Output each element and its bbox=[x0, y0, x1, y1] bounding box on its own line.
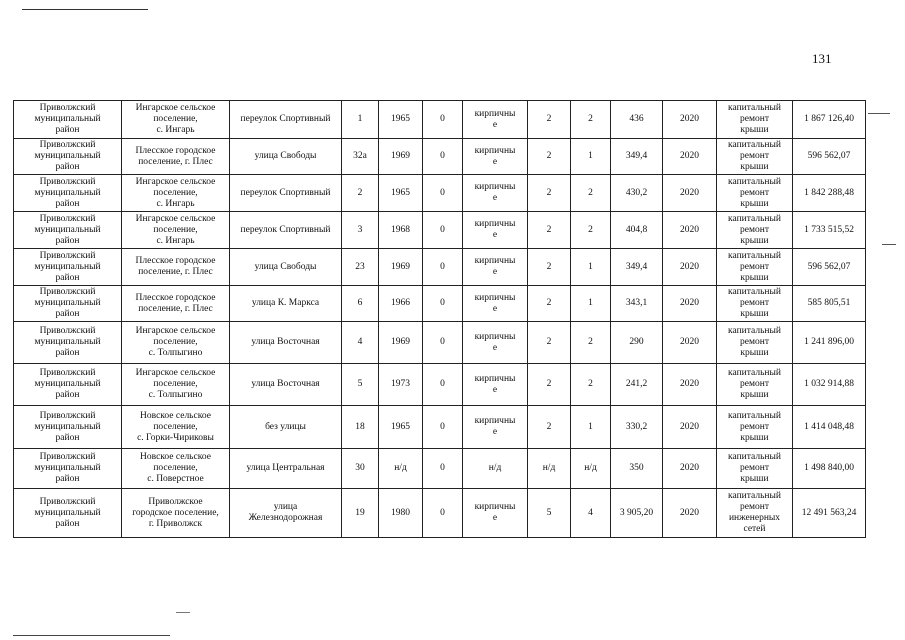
floors-cell: 2 bbox=[528, 175, 571, 212]
wall-material-line: е bbox=[492, 230, 498, 240]
entrances-cell: 1 bbox=[571, 286, 611, 322]
district-line: Приволжский bbox=[39, 452, 96, 462]
house-number-cell: 18 bbox=[342, 406, 379, 449]
work-type-line: сетей bbox=[743, 524, 766, 534]
work-type-line: капитальный bbox=[728, 103, 781, 113]
top-rule bbox=[22, 9, 148, 10]
wall-material-line: е bbox=[492, 427, 498, 437]
settlement-line: Приволжское bbox=[148, 496, 203, 507]
district-line: муниципальный bbox=[34, 187, 101, 198]
area-cell: 436 bbox=[611, 101, 663, 139]
wall-material-line: кирпичны bbox=[474, 219, 516, 229]
house-number-cell: 5 bbox=[342, 364, 379, 406]
work-type-line: капитальный bbox=[728, 176, 781, 187]
work-type-cell bbox=[717, 364, 793, 406]
settlement-line: с. Ингарь bbox=[156, 198, 195, 209]
district-cell bbox=[14, 449, 122, 489]
settlement-cell bbox=[122, 212, 230, 249]
year-built-cell: 1973 bbox=[379, 364, 423, 406]
district-line: район bbox=[55, 390, 80, 400]
district-cell bbox=[14, 175, 122, 212]
settlement-line: поселение, г. Плес bbox=[138, 267, 213, 277]
floors-cell: 2 bbox=[528, 406, 571, 449]
work-type-line: крыши bbox=[740, 162, 769, 172]
wall-material-cell bbox=[463, 286, 528, 322]
plan-year-cell: 2020 bbox=[663, 364, 717, 406]
work-type-line: крыши bbox=[740, 390, 769, 400]
street-cell bbox=[230, 406, 342, 449]
street-line: улица Восточная bbox=[251, 337, 320, 347]
street-cell bbox=[230, 489, 342, 538]
entrances-cell: 2 bbox=[571, 364, 611, 406]
house-number-cell: 30 bbox=[342, 449, 379, 489]
settlement-line: Ингарское сельское bbox=[135, 103, 216, 113]
margin-mark bbox=[882, 244, 896, 245]
settlement-line: Ингарское сельское bbox=[135, 176, 216, 187]
area-cell: 241,2 bbox=[611, 364, 663, 406]
work-type-cell bbox=[717, 249, 793, 286]
settlement-line: поселение, bbox=[153, 114, 198, 124]
wall-material-line: кирпичны bbox=[474, 182, 516, 192]
district-cell bbox=[14, 406, 122, 449]
plan-year-cell: 2020 bbox=[663, 249, 717, 286]
settlement-line: поселение, bbox=[153, 421, 198, 432]
district-line: муниципальный bbox=[34, 261, 101, 272]
settlement-cell bbox=[122, 249, 230, 286]
work-type-cell bbox=[717, 212, 793, 249]
district-line: Приволжский bbox=[39, 326, 96, 336]
year-cell: 0 bbox=[423, 101, 463, 139]
wall-material-cell bbox=[463, 249, 528, 286]
wall-material-line: кирпичны bbox=[474, 292, 516, 303]
entrances-cell: 4 bbox=[571, 489, 611, 538]
street-cell bbox=[230, 212, 342, 249]
cost-cell: 1 842 288,48 bbox=[793, 175, 866, 212]
entrances-cell: 1 bbox=[571, 406, 611, 449]
district-cell bbox=[14, 489, 122, 538]
work-type-line: крыши bbox=[740, 235, 769, 246]
work-type-line: крыши bbox=[740, 474, 769, 484]
year-cell: 0 bbox=[423, 175, 463, 212]
work-type-cell bbox=[717, 286, 793, 322]
entrances-cell: н/д bbox=[571, 449, 611, 489]
cost-cell: 596 562,07 bbox=[793, 139, 866, 175]
table-body bbox=[14, 101, 866, 538]
settlement-line: поселение, bbox=[153, 379, 198, 389]
cost-cell: 1 414 048,48 bbox=[793, 406, 866, 449]
work-type-line: инженерных bbox=[728, 513, 781, 523]
work-type-line: капитальный bbox=[728, 287, 781, 297]
district-line: муниципальный bbox=[34, 337, 101, 347]
floors-cell: 2 bbox=[528, 212, 571, 249]
street-line: улица bbox=[273, 502, 298, 512]
floors-cell: 2 bbox=[528, 286, 571, 322]
district-cell bbox=[14, 212, 122, 249]
district-line: Приволжский bbox=[39, 368, 96, 378]
plan-year-cell: 2020 bbox=[663, 489, 717, 538]
table-row bbox=[14, 101, 866, 139]
settlement-line: г. Приволжск bbox=[148, 518, 203, 529]
settlement-cell bbox=[122, 286, 230, 322]
table-row bbox=[14, 212, 866, 249]
work-type-line: ремонт bbox=[740, 187, 769, 198]
table-row bbox=[14, 175, 866, 212]
district-line: Приволжский bbox=[39, 250, 96, 261]
work-type-line: капитальный bbox=[728, 491, 781, 501]
work-type-line: крыши bbox=[740, 198, 769, 209]
settlement-line: Ингарское сельское bbox=[135, 368, 216, 378]
street-line: улица Восточная bbox=[251, 379, 320, 389]
settlement-line: поселение, bbox=[153, 463, 198, 473]
house-number-cell: 4 bbox=[342, 322, 379, 364]
year-cell: 0 bbox=[423, 449, 463, 489]
house-number-cell: 1 bbox=[342, 101, 379, 139]
district-line: Приволжский bbox=[39, 496, 96, 507]
settlement-line: Плесское городское bbox=[135, 292, 216, 303]
work-type-line: капитальный bbox=[728, 410, 781, 421]
floors-cell: 2 bbox=[528, 249, 571, 286]
houses-table bbox=[13, 100, 866, 538]
district-cell bbox=[14, 139, 122, 175]
year-cell: 0 bbox=[423, 364, 463, 406]
floors-cell: н/д bbox=[528, 449, 571, 489]
year-built-cell: 1969 bbox=[379, 139, 423, 175]
year-built-cell: 1965 bbox=[379, 101, 423, 139]
table-row bbox=[14, 286, 866, 322]
area-cell: 404,8 bbox=[611, 212, 663, 249]
table-row bbox=[14, 364, 866, 406]
settlement-line: поселение, г. Плес bbox=[138, 156, 213, 167]
table-row bbox=[14, 406, 866, 449]
settlement-line: с. Толпыгино bbox=[148, 390, 203, 400]
table-row bbox=[14, 139, 866, 175]
district-line: Приволжский bbox=[39, 213, 96, 224]
district-line: район bbox=[55, 518, 80, 529]
wall-material-cell bbox=[463, 101, 528, 139]
work-type-line: капитальный bbox=[728, 452, 781, 462]
year-cell: 0 bbox=[423, 212, 463, 249]
wall-material-line: е bbox=[492, 342, 498, 353]
settlement-line: с. Поверстное bbox=[147, 474, 204, 484]
work-type-line: капитальный bbox=[728, 213, 781, 224]
street-cell bbox=[230, 449, 342, 489]
street-line: улица Свободы bbox=[254, 151, 317, 161]
work-type-line: крыши bbox=[740, 432, 769, 443]
plan-year-cell: 2020 bbox=[663, 212, 717, 249]
floors-cell: 2 bbox=[528, 101, 571, 139]
street-cell bbox=[230, 364, 342, 406]
work-type-line: ремонт bbox=[740, 114, 769, 124]
area-cell: 3 905,20 bbox=[611, 489, 663, 538]
wall-material-cell bbox=[463, 364, 528, 406]
street-line: переулок Спортивный bbox=[240, 224, 331, 235]
work-type-line: капитальный bbox=[728, 140, 781, 150]
district-line: муниципальный bbox=[34, 298, 101, 308]
work-type-cell bbox=[717, 449, 793, 489]
table-row bbox=[14, 249, 866, 286]
street-line: улица Свободы bbox=[254, 261, 317, 272]
plan-year-cell: 2020 bbox=[663, 101, 717, 139]
bottom-mark bbox=[176, 612, 190, 613]
work-type-line: ремонт bbox=[740, 151, 769, 161]
street-line: улица Центральная bbox=[246, 463, 325, 473]
entrances-cell: 2 bbox=[571, 101, 611, 139]
street-line: без улицы bbox=[265, 421, 306, 432]
work-type-line: ремонт bbox=[740, 421, 769, 432]
floors-cell: 5 bbox=[528, 489, 571, 538]
district-line: район bbox=[55, 162, 80, 172]
district-line: Приволжский bbox=[39, 103, 96, 113]
house-number-cell: 2 bbox=[342, 175, 379, 212]
table-row bbox=[14, 489, 866, 538]
work-type-line: ремонт bbox=[740, 379, 769, 389]
work-type-cell bbox=[717, 101, 793, 139]
settlement-line: Плесское городское bbox=[135, 145, 216, 156]
work-type-line: ремонт bbox=[740, 261, 769, 272]
district-line: район bbox=[55, 235, 80, 246]
wall-material-line: кирпичны bbox=[474, 373, 516, 384]
street-cell bbox=[230, 139, 342, 175]
area-cell: 290 bbox=[611, 322, 663, 364]
plan-year-cell: 2020 bbox=[663, 175, 717, 212]
settlement-line: с. Ингарь bbox=[156, 235, 195, 246]
work-type-line: ремонт bbox=[740, 224, 769, 235]
year-cell: 0 bbox=[423, 406, 463, 449]
house-number-cell: 32а bbox=[342, 139, 379, 175]
house-number-cell: 3 bbox=[342, 212, 379, 249]
district-cell bbox=[14, 286, 122, 322]
settlement-cell bbox=[122, 364, 230, 406]
wall-material-line: е bbox=[492, 303, 498, 314]
district-line: район bbox=[55, 198, 80, 209]
settlement-line: поселение, bbox=[153, 337, 198, 347]
wall-material-line: е bbox=[492, 513, 498, 523]
year-cell: 0 bbox=[423, 322, 463, 364]
wall-material-line: кирпичны bbox=[474, 145, 516, 156]
district-line: район bbox=[55, 309, 80, 319]
street-cell bbox=[230, 101, 342, 139]
street-cell bbox=[230, 322, 342, 364]
district-line: Приволжский bbox=[39, 140, 96, 150]
year-built-cell: 1965 bbox=[379, 406, 423, 449]
settlement-line: Новское сельское bbox=[140, 410, 211, 421]
house-number-cell: 6 bbox=[342, 286, 379, 322]
year-built-cell: 1980 bbox=[379, 489, 423, 538]
year-cell: 0 bbox=[423, 286, 463, 322]
cost-cell: 1 867 126,40 bbox=[793, 101, 866, 139]
cost-cell: 1 032 914,88 bbox=[793, 364, 866, 406]
street-cell bbox=[230, 249, 342, 286]
work-type-cell bbox=[717, 322, 793, 364]
plan-year-cell: 2020 bbox=[663, 322, 717, 364]
settlement-line: поселение, bbox=[153, 224, 198, 235]
work-type-line: ремонт bbox=[740, 463, 769, 473]
district-line: район bbox=[55, 125, 80, 135]
settlement-line: поселение, г. Плес bbox=[138, 303, 213, 314]
wall-material-cell bbox=[463, 322, 528, 364]
cost-cell: 1 733 515,52 bbox=[793, 212, 866, 249]
settlement-cell bbox=[122, 175, 230, 212]
wall-material-line: е bbox=[492, 193, 498, 203]
year-cell: 0 bbox=[423, 139, 463, 175]
work-type-line: капитальный bbox=[728, 368, 781, 378]
settlement-cell bbox=[122, 101, 230, 139]
district-line: муниципальный bbox=[34, 379, 101, 389]
entrances-cell: 2 bbox=[571, 322, 611, 364]
wall-material-cell bbox=[463, 139, 528, 175]
settlement-line: поселение, bbox=[153, 187, 198, 198]
floors-cell: 2 bbox=[528, 364, 571, 406]
area-cell: 349,4 bbox=[611, 249, 663, 286]
wall-material-line: кирпичны bbox=[474, 256, 516, 266]
district-line: Приволжский bbox=[39, 287, 96, 297]
area-cell: 330,2 bbox=[611, 406, 663, 449]
cost-cell: 596 562,07 bbox=[793, 249, 866, 286]
street-cell bbox=[230, 286, 342, 322]
district-line: муниципальный bbox=[34, 463, 101, 473]
settlement-cell bbox=[122, 449, 230, 489]
bottom-rule bbox=[13, 635, 170, 636]
street-cell bbox=[230, 175, 342, 212]
wall-material-cell bbox=[463, 489, 528, 538]
district-line: Приволжский bbox=[39, 410, 96, 421]
district-line: муниципальный bbox=[34, 507, 101, 518]
settlement-line: Ингарское сельское bbox=[135, 213, 216, 224]
district-cell bbox=[14, 249, 122, 286]
work-type-line: капитальный bbox=[728, 250, 781, 261]
street-line: Железнодорожная bbox=[248, 513, 323, 523]
district-cell bbox=[14, 364, 122, 406]
floors-cell: 2 bbox=[528, 139, 571, 175]
wall-material-line: е bbox=[492, 384, 498, 395]
work-type-line: капитальный bbox=[728, 326, 781, 336]
page-number: 131 bbox=[812, 51, 832, 66]
floors-cell: 2 bbox=[528, 322, 571, 364]
district-line: муниципальный bbox=[34, 421, 101, 432]
area-cell: 349,4 bbox=[611, 139, 663, 175]
settlement-cell bbox=[122, 139, 230, 175]
work-type-line: крыши bbox=[740, 272, 769, 283]
wall-material-line: кирпичны bbox=[474, 331, 516, 342]
district-line: район bbox=[55, 272, 80, 283]
district-line: муниципальный bbox=[34, 224, 101, 235]
house-number-cell: 19 bbox=[342, 489, 379, 538]
margin-mark bbox=[868, 113, 890, 114]
settlement-line: Ингарское сельское bbox=[135, 326, 216, 336]
district-line: муниципальный bbox=[34, 114, 101, 124]
year-built-cell: 1965 bbox=[379, 175, 423, 212]
settlement-cell bbox=[122, 406, 230, 449]
year-built-cell: 1966 bbox=[379, 286, 423, 322]
wall-material-line: е bbox=[492, 267, 498, 277]
settlement-cell bbox=[122, 322, 230, 364]
district-line: район bbox=[55, 474, 80, 484]
street-line: улица К. Маркса bbox=[251, 298, 320, 308]
house-number-cell: 23 bbox=[342, 249, 379, 286]
street-line: переулок Спортивный bbox=[240, 187, 331, 198]
wall-material-cell bbox=[463, 406, 528, 449]
settlement-line: с. Ингарь bbox=[156, 125, 195, 135]
year-cell: 0 bbox=[423, 249, 463, 286]
district-line: район bbox=[55, 432, 80, 443]
plan-year-cell: 2020 bbox=[663, 139, 717, 175]
cost-cell: 585 805,51 bbox=[793, 286, 866, 322]
street-line: переулок Спортивный bbox=[240, 114, 331, 124]
wall-material-line: е bbox=[492, 156, 498, 167]
year-cell: 0 bbox=[423, 489, 463, 538]
wall-material-line: е bbox=[492, 119, 498, 130]
work-type-line: ремонт bbox=[740, 337, 769, 347]
settlement-line: городское поселение, bbox=[132, 507, 219, 518]
wall-material-line: кирпичны bbox=[474, 108, 516, 119]
district-cell bbox=[14, 101, 122, 139]
table-row bbox=[14, 449, 866, 489]
wall-material-line: кирпичны bbox=[474, 502, 516, 512]
entrances-cell: 2 bbox=[571, 212, 611, 249]
cost-cell: 1 241 896,00 bbox=[793, 322, 866, 364]
work-type-cell bbox=[717, 489, 793, 538]
district-line: муниципальный bbox=[34, 151, 101, 161]
entrances-cell: 2 bbox=[571, 175, 611, 212]
district-line: Приволжский bbox=[39, 176, 96, 187]
work-type-line: ремонт bbox=[740, 502, 769, 512]
work-type-line: ремонт bbox=[740, 298, 769, 308]
work-type-cell bbox=[717, 406, 793, 449]
work-type-cell bbox=[717, 139, 793, 175]
wall-material-line: н/д bbox=[488, 463, 502, 473]
plan-year-cell: 2020 bbox=[663, 286, 717, 322]
plan-year-cell: 2020 bbox=[663, 449, 717, 489]
entrances-cell: 1 bbox=[571, 139, 611, 175]
work-type-line: крыши bbox=[740, 348, 769, 358]
district-line: район bbox=[55, 348, 80, 358]
year-built-cell: 1969 bbox=[379, 322, 423, 364]
area-cell: 343,1 bbox=[611, 286, 663, 322]
cost-cell: 12 491 563,24 bbox=[793, 489, 866, 538]
work-type-line: крыши bbox=[740, 309, 769, 319]
cost-cell: 1 498 840,00 bbox=[793, 449, 866, 489]
plan-year-cell: 2020 bbox=[663, 406, 717, 449]
settlement-cell bbox=[122, 489, 230, 538]
year-built-cell: 1968 bbox=[379, 212, 423, 249]
work-type-line: крыши bbox=[740, 125, 769, 135]
settlement-line: с. Толпыгино bbox=[148, 348, 203, 358]
settlement-line: Плесское городское bbox=[135, 256, 216, 266]
district-cell bbox=[14, 322, 122, 364]
area-cell: 350 bbox=[611, 449, 663, 489]
entrances-cell: 1 bbox=[571, 249, 611, 286]
area-cell: 430,2 bbox=[611, 175, 663, 212]
wall-material-cell bbox=[463, 449, 528, 489]
wall-material-cell bbox=[463, 212, 528, 249]
year-built-cell: н/д bbox=[379, 449, 423, 489]
work-type-cell bbox=[717, 175, 793, 212]
table-row bbox=[14, 322, 866, 364]
settlement-line: Новское сельское bbox=[140, 452, 211, 462]
settlement-line: с. Горки-Чириковы bbox=[137, 432, 214, 443]
year-built-cell: 1969 bbox=[379, 249, 423, 286]
wall-material-line: кирпичны bbox=[474, 416, 516, 426]
wall-material-cell bbox=[463, 175, 528, 212]
